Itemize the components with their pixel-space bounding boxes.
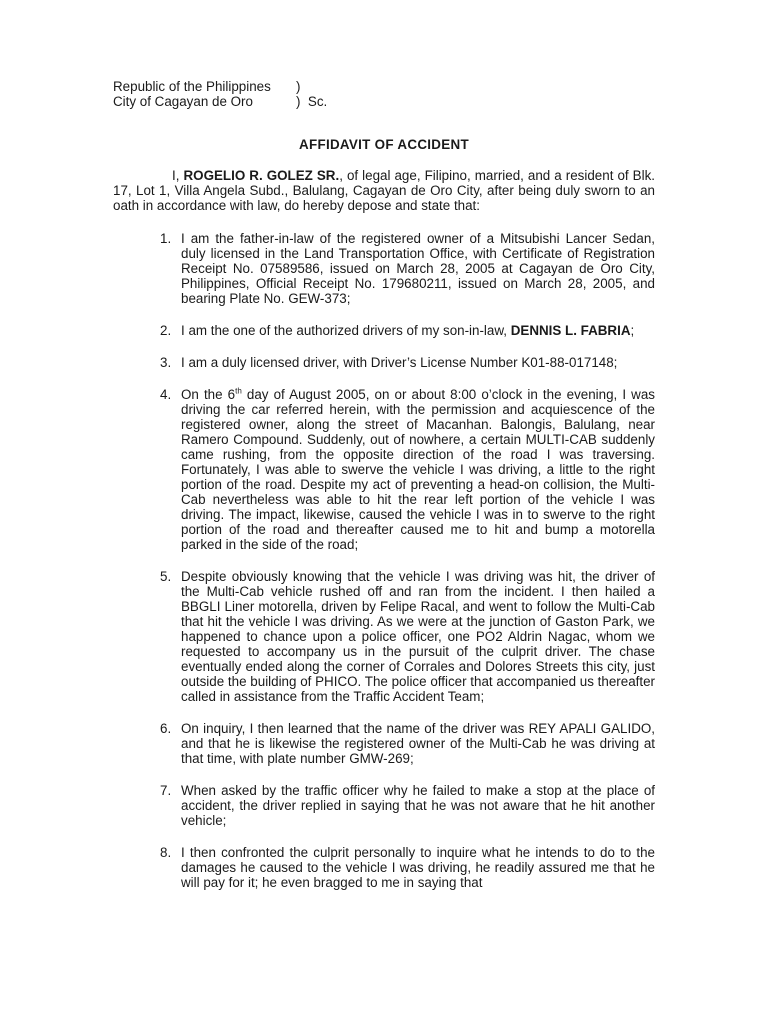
item-text: When asked by the traffic officer why he failed to make a stop at the place of accident, the driver replied in saying that he was not aware that he hit another vehicle; (181, 783, 655, 828)
numbered-statements (113, 231, 655, 890)
item-text (181, 323, 655, 338)
item-number: 3. (160, 355, 172, 370)
ordinal-suffix: th (235, 386, 242, 396)
item-text: I then confronted the culprit personally to inquire what he intends to do to the damages he caused to the vehicle I was driving, he readily assured me that he will pay for it; he even bragged to me in saying that (181, 845, 655, 890)
caption-line-city (113, 94, 327, 109)
statement-item (113, 387, 655, 552)
statement-item (113, 783, 655, 828)
item-text-after: day of August 2005, on or about 8:00 o’clock in the evening, I was driving the car referred herein, with the permission and acquiescence of the registered owner, along the street of Macanhan. Balongis, Balulang, near Ramero Compound. Suddenly, out of nowhere, a certain MULTI-CAB suddenly came rushing, from the opposite direction of the road I was traversing. Fortunately, I was able to swerve the vehicle I was driving, a little to the right portion of the road. Despite my act of preventing a head-on collision, the Multi-Cab nevertheless was able to hit the rear left portion of the vehicle I was driving. The impact, likewise, caused the vehicle I was in to swerve to the right portion of the road and thereafter caused me to hit and bump a motorella parked in the side of the road; (181, 387, 655, 552)
item-number: 6. (160, 721, 172, 736)
intro-text (113, 168, 655, 213)
caption-sc: ) Sc. (296, 94, 328, 109)
venue-caption (113, 79, 327, 109)
affiant-name: ROGELIO R. GOLEZ SR. (183, 168, 340, 183)
item-number: 5. (160, 569, 172, 584)
intro-paragraph (113, 168, 655, 213)
statement-item (113, 231, 655, 306)
intro-rest: , of legal age, Filipino, married, and a resident of Blk. 17, Lot 1, Villa Angela Subd., Balulang, Cagayan de Oro City, after being duly sworn to an oath in accordance with law, do hereby depose and state that: (113, 168, 655, 213)
intro-prefix: I, (172, 168, 184, 183)
caption-city: City of Cagayan de Oro (113, 94, 253, 109)
statement-item (113, 323, 655, 338)
item-text: I am the father-in-law of the registered owner of a Mitsubishi Lancer Sedan, duly licensed in the Land Transportation Office, with Certificate of Registration Receipt No. 07589586, issued on March 28, 2005 at Cagayan de Oro City, Philippines, Official Receipt No. 179680211, issued on March 28, 2005, and bearing Plate No. GEW-373; (181, 231, 655, 306)
item-text-before: On the 6 (181, 387, 236, 402)
caption-bracket-1: ) (296, 79, 301, 94)
document-title: AFFIDAVIT OF ACCIDENT (299, 137, 469, 152)
item-number: 8. (160, 845, 172, 860)
item-text (181, 387, 655, 552)
statement-item (113, 355, 655, 370)
statement-item (113, 721, 655, 766)
item-text: Despite obviously knowing that the vehicle I was driving was hit, the driver of the Multi-Cab vehicle rushed off and ran from the incident. I then hailed a BBGLI Liner motorella, driven by Felipe Racal, and went to follow the Multi-Cab that hit the vehicle I was driving. As we were at the junction of Gaston Park, we happened to chance upon a police officer, one PO2 Aldrin Nagac, whom we requested to accompany us in the pursuit of the culprit driver. The chase eventually ended along the corner of Corrales and Dolores Streets this city, just outside the building of PHICO. The police officer that accompanied us thereafter called in assistance from the Traffic Accident Team; (181, 569, 655, 704)
caption-line-republic (113, 79, 327, 94)
item-text-before: I am the one of the authorized drivers of my son-in-law, (181, 323, 511, 338)
item-number: 7. (160, 783, 172, 798)
item-text: I am a duly licensed driver, with Driver’s License Number K01-88-017148; (181, 355, 618, 370)
item-number: 4. (160, 387, 172, 402)
owner-name: DENNIS L. FABRIA (510, 323, 631, 338)
item-text: On inquiry, I then learned that the name of the driver was REY APALI GALIDO, and that he is likewise the registered owner of the Multi-Cab he was driving at that time, with plate number GMW-269; (181, 721, 655, 766)
statement-item (113, 845, 655, 890)
item-text-after: ; (630, 323, 635, 338)
caption-republic: Republic of the Philippines (113, 79, 271, 94)
item-number: 1. (160, 231, 172, 246)
statement-item (113, 569, 655, 704)
item-number: 2. (160, 323, 172, 338)
